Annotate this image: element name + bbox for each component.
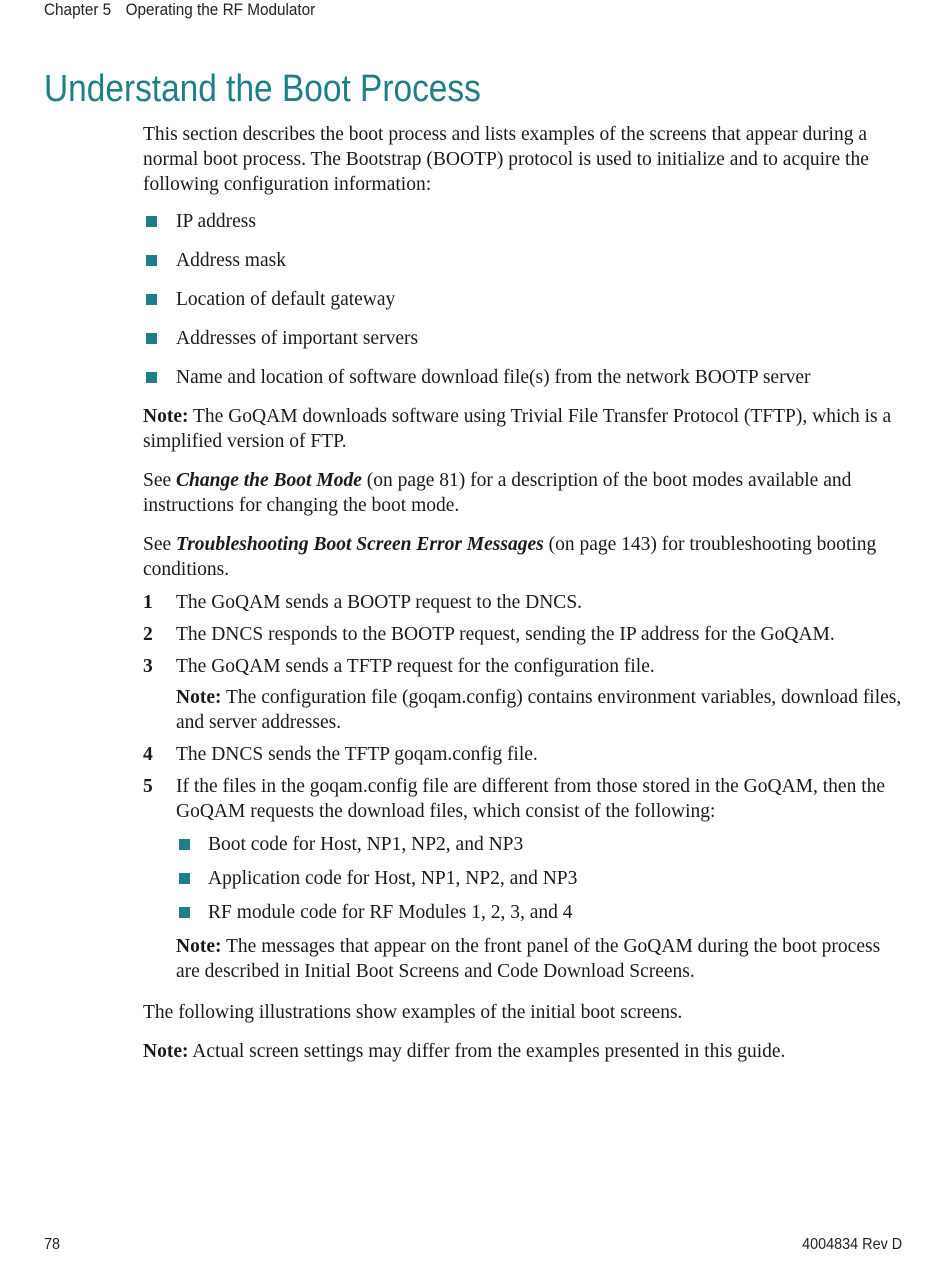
intro-paragraph: This section describes the boot process and lists examples of the screens that appear during a normal boot process. The Bootstrap (BOOTP) protocol is used to initialize and to acquire the following configuration information: <box>143 124 869 195</box>
link-change-boot-mode[interactable]: Change the Boot Mode <box>176 470 362 491</box>
page-number: 78 <box>44 1236 61 1253</box>
square-bullet-icon <box>146 333 157 344</box>
list-item: Address mask <box>143 248 903 273</box>
step-item: 4 The DNCS sends the TFTP goqam.config file. <box>143 744 538 765</box>
note-tftp: Note: The GoQAM downloads software using Trivial File Transfer Protocol (TFTP), which is a simplified version of FTP. <box>143 406 892 452</box>
config-info-list <box>143 209 903 390</box>
list-item: Addresses of important servers <box>143 326 903 351</box>
list-item: Name and location of software download file(s) from the network BOOTP server <box>143 365 903 390</box>
square-bullet-icon <box>146 372 157 383</box>
step-item: 5 If the files in the goqam.config file are different from those stored in the GoQAM, then the GoQAM requests the download files, which consist of the following: Boot code for Host, NP1, NP2, and NP3 Application code for Host, NP1, NP2, and NP3 RF module code for RF Modules 1, 2, 3, and 4 Note: The messages that appear on the front panel of the GoQAM during the boot process are described in Initial Boot Screens and Code Download Screens. <box>143 774 903 984</box>
list-item: Location of default gateway <box>143 287 903 312</box>
list-item: Application code for Host, NP1, NP2, and NP3 <box>176 866 903 891</box>
step-note: Note: The configuration file (goqam.config) contains environment variables, download files, and server addresses. <box>176 687 902 733</box>
document-id: 4004834 Rev D <box>801 1236 902 1253</box>
body-content <box>143 122 903 1078</box>
step-note: Note: The messages that appear on the front panel of the GoQAM during the boot process are described in Initial Boot Screens and Code Download Screens. <box>176 936 881 982</box>
step-item: 3 The GoQAM sends a TFTP request for the configuration file. Note: The configuration file (goqam.config) contains environment variables, download files, and server addresses. <box>143 656 902 733</box>
list-item: RF module code for RF Modules 1, 2, 3, and 4 <box>176 900 903 925</box>
list-item: Boot code for Host, NP1, NP2, and NP3 <box>176 832 903 857</box>
note-final: Note: Actual screen settings may differ from the examples presented in this guide. <box>143 1041 786 1062</box>
square-bullet-icon <box>146 255 157 266</box>
closing-paragraph: The following illustrations show examples of the initial boot screens. <box>143 1002 683 1023</box>
header-chapter: Chapter 5 <box>44 0 112 19</box>
see-troubleshooting: See Troubleshooting Boot Screen Error Messages (on page 143) for troubleshooting booting conditions. <box>143 534 877 580</box>
square-bullet-icon <box>179 839 190 850</box>
see-change-boot-mode: See Change the Boot Mode (on page 81) for a description of the boot modes available and instructions for changing the boot mode. <box>143 470 852 516</box>
boot-steps-list <box>143 590 903 984</box>
page-title: Understand the Boot Process <box>44 68 481 110</box>
download-files-list <box>176 832 903 925</box>
list-item: IP address <box>143 209 903 234</box>
square-bullet-icon <box>146 216 157 227</box>
link-troubleshooting[interactable]: Troubleshooting Boot Screen Error Messages <box>176 534 544 555</box>
running-header <box>44 0 315 20</box>
header-section: Operating the RF Modulator <box>125 0 316 19</box>
square-bullet-icon <box>179 907 190 918</box>
step-item: 2 The DNCS responds to the BOOTP request, sending the IP address for the GoQAM. <box>143 624 835 645</box>
step-item: 1 The GoQAM sends a BOOTP request to the DNCS. <box>143 592 583 613</box>
square-bullet-icon <box>179 873 190 884</box>
square-bullet-icon <box>146 294 157 305</box>
